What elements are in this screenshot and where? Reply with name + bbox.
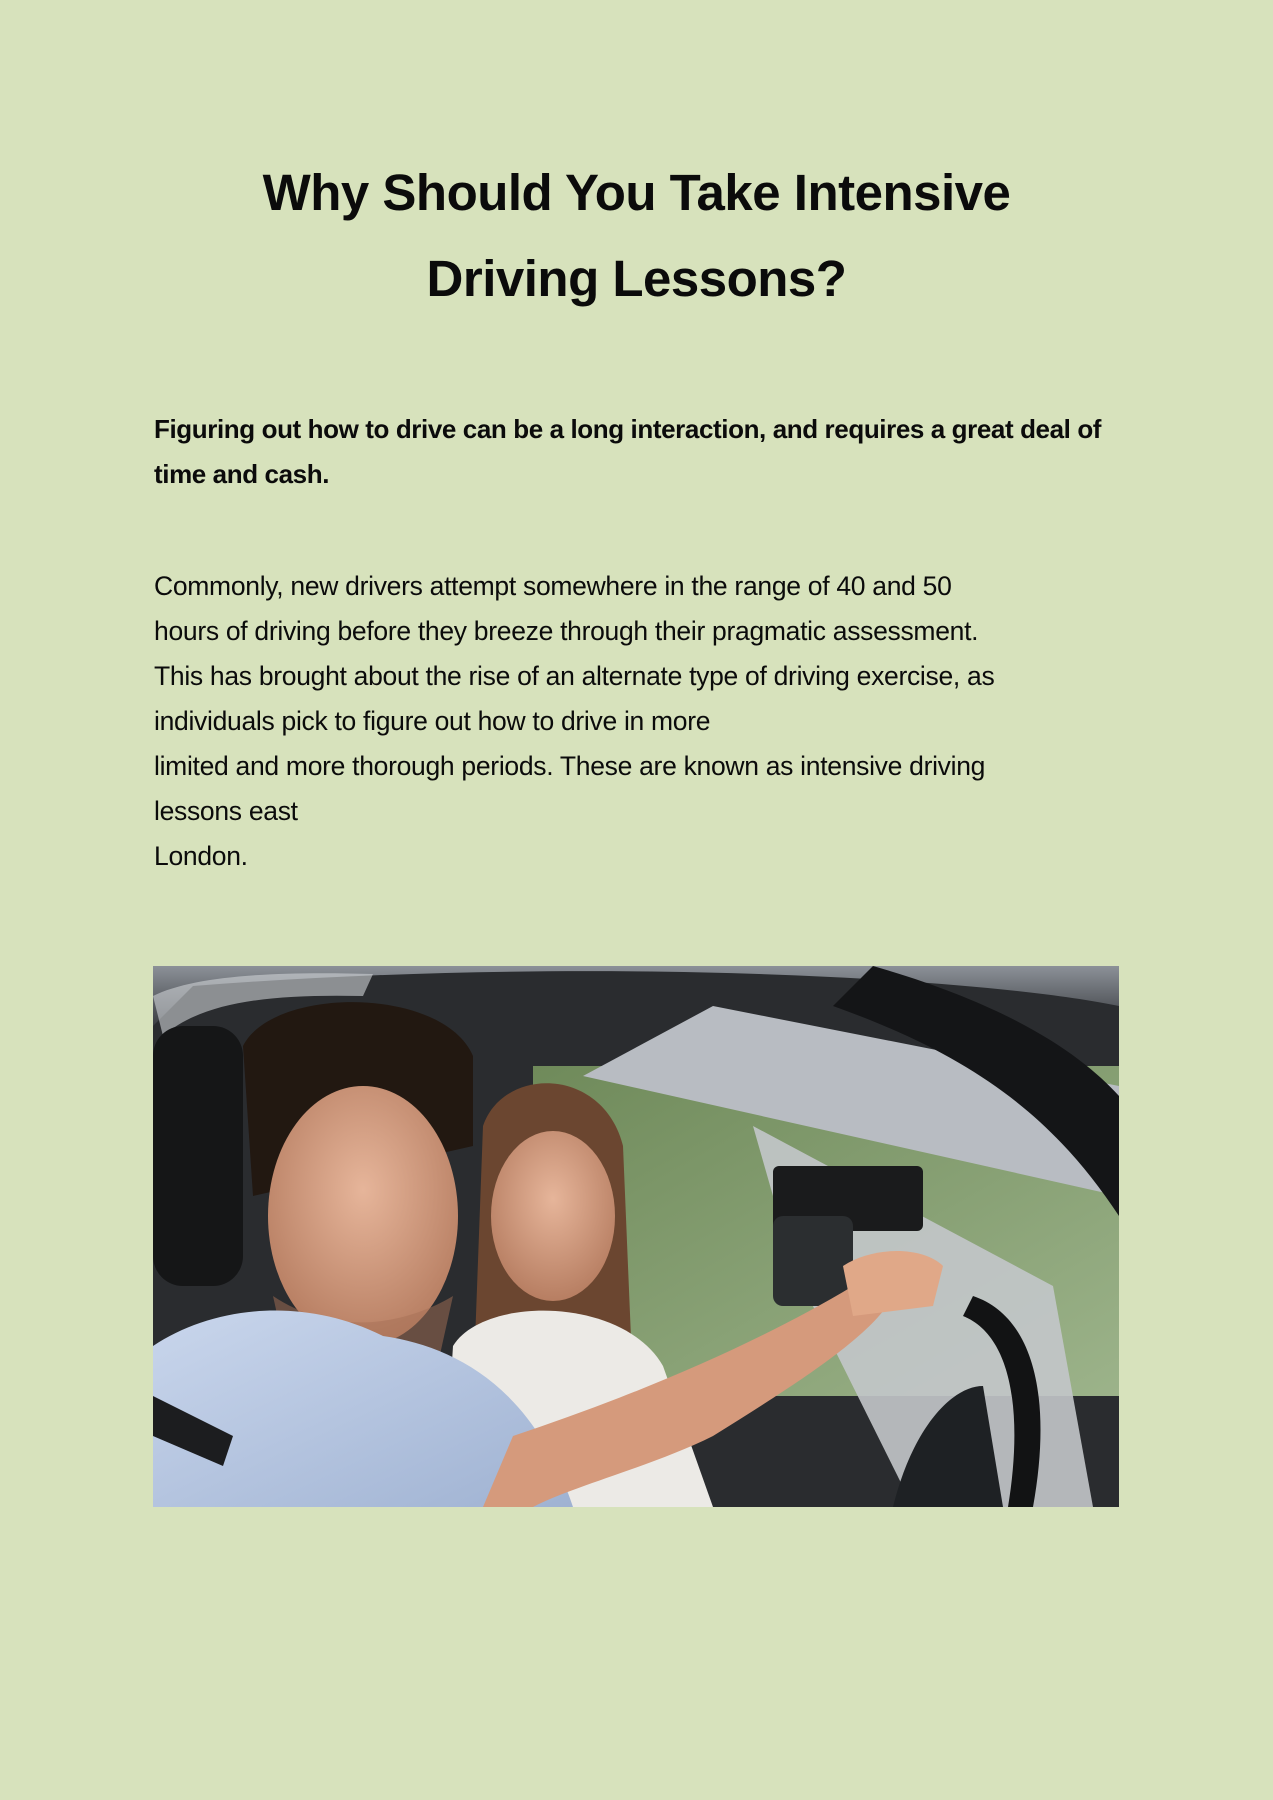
- photo-illustration: [153, 966, 1119, 1507]
- couple-in-car-photo: [153, 966, 1119, 1507]
- body-line: individuals pick to figure out how to drive in more: [154, 706, 711, 736]
- body-line: London.: [154, 841, 248, 871]
- body-paragraph: [154, 564, 1144, 879]
- body-line: hours of driving before they breeze through their pragmatic assessment.: [154, 616, 979, 646]
- body-line: limited and more thorough periods. These are known as intensive driving: [154, 751, 986, 781]
- title-line-2: Driving Lessons?: [426, 250, 847, 307]
- body-line: lessons east: [154, 796, 298, 826]
- page-title: [150, 150, 1123, 322]
- body-line: Commonly, new drivers attempt somewhere in the range of 40 and 50: [154, 571, 952, 601]
- title-line-1: Why Should You Take Intensive: [262, 164, 1011, 221]
- lead-paragraph: Figuring out how to drive can be a long interaction, and requires a great deal of time and cash.: [154, 414, 1102, 489]
- body-line: This has brought about the rise of an alternate type of driving exercise, as: [154, 661, 995, 691]
